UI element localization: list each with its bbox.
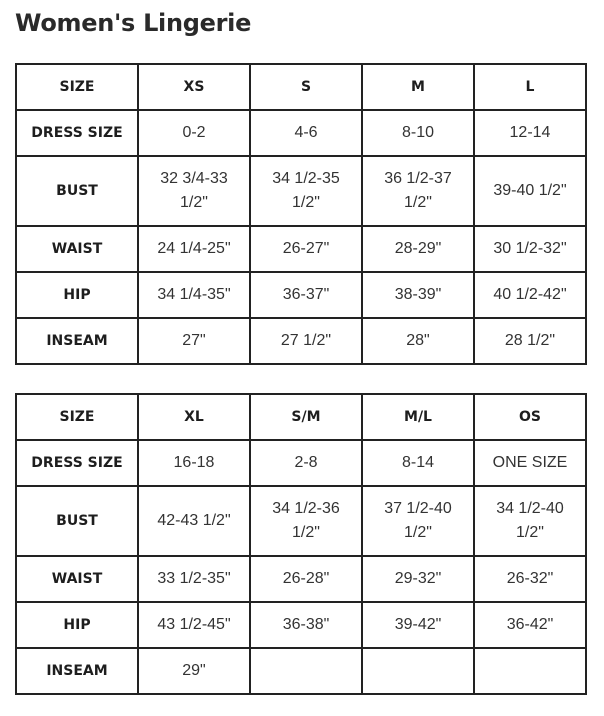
table-row	[16, 648, 586, 694]
table-cell: 24 1/4-25"	[138, 226, 250, 272]
header-cell: OS	[474, 394, 586, 440]
table-cell: 36-38"	[250, 602, 362, 648]
row-label: DRESS SIZE	[16, 440, 138, 486]
row-label: DRESS SIZE	[16, 110, 138, 156]
table-header-row	[16, 394, 586, 440]
table-cell	[362, 648, 474, 694]
table-cell	[250, 648, 362, 694]
table-row	[16, 110, 586, 156]
table-cell: 8-14	[362, 440, 474, 486]
size-chart-table-1	[15, 63, 587, 365]
row-label: WAIST	[16, 556, 138, 602]
table-cell: 32 3/4-33 1/2"	[138, 156, 250, 226]
table-cell: 28 1/2"	[474, 318, 586, 364]
header-cell-size: SIZE	[16, 64, 138, 110]
table-cell: 26-32"	[474, 556, 586, 602]
table-cell: 28-29"	[362, 226, 474, 272]
row-label: HIP	[16, 602, 138, 648]
table-cell: 27 1/2"	[250, 318, 362, 364]
size-chart-table-2	[15, 393, 587, 695]
table-cell: 36-37"	[250, 272, 362, 318]
table-cell: 34 1/2-36 1/2"	[250, 486, 362, 556]
header-cell: M/L	[362, 394, 474, 440]
table-row	[16, 318, 586, 364]
table-cell	[474, 648, 586, 694]
table-cell: 43 1/2-45"	[138, 602, 250, 648]
table-row	[16, 156, 586, 226]
header-cell-size: SIZE	[16, 394, 138, 440]
table-row	[16, 272, 586, 318]
header-cell: M	[362, 64, 474, 110]
header-cell: XL	[138, 394, 250, 440]
table-cell: 29"	[138, 648, 250, 694]
table-cell: 29-32"	[362, 556, 474, 602]
table-cell: 2-8	[250, 440, 362, 486]
table-row	[16, 226, 586, 272]
header-cell: S/M	[250, 394, 362, 440]
header-cell: S	[250, 64, 362, 110]
table-row	[16, 602, 586, 648]
table-cell: 36 1/2-37 1/2"	[362, 156, 474, 226]
table-cell: 36-42"	[474, 602, 586, 648]
table-cell: 4-6	[250, 110, 362, 156]
table-cell: 39-42"	[362, 602, 474, 648]
table-cell: 26-27"	[250, 226, 362, 272]
table-row	[16, 486, 586, 556]
table-cell: 33 1/2-35"	[138, 556, 250, 602]
table-cell: 34 1/4-35"	[138, 272, 250, 318]
table-cell: 39-40 1/2"	[474, 156, 586, 226]
table-cell: 26-28"	[250, 556, 362, 602]
table-cell: 12-14	[474, 110, 586, 156]
table-cell: 8-10	[362, 110, 474, 156]
table-cell: 38-39"	[362, 272, 474, 318]
table-row	[16, 440, 586, 486]
table-cell: 37 1/2-40 1/2"	[362, 486, 474, 556]
table-cell: 40 1/2-42"	[474, 272, 586, 318]
row-label: INSEAM	[16, 318, 138, 364]
header-cell: XS	[138, 64, 250, 110]
table-header-row	[16, 64, 586, 110]
table-cell: 42-43 1/2"	[138, 486, 250, 556]
row-label: HIP	[16, 272, 138, 318]
table-cell: 28"	[362, 318, 474, 364]
page-title: Women's Lingerie	[15, 9, 252, 37]
table-cell: ONE SIZE	[474, 440, 586, 486]
table-cell: 34 1/2-40 1/2"	[474, 486, 586, 556]
table-row	[16, 556, 586, 602]
row-label: BUST	[16, 486, 138, 556]
row-label: BUST	[16, 156, 138, 226]
table-cell: 27"	[138, 318, 250, 364]
header-cell: L	[474, 64, 586, 110]
table-cell: 0-2	[138, 110, 250, 156]
table-cell: 16-18	[138, 440, 250, 486]
row-label: WAIST	[16, 226, 138, 272]
table-cell: 34 1/2-35 1/2"	[250, 156, 362, 226]
row-label: INSEAM	[16, 648, 138, 694]
table-cell: 30 1/2-32"	[474, 226, 586, 272]
